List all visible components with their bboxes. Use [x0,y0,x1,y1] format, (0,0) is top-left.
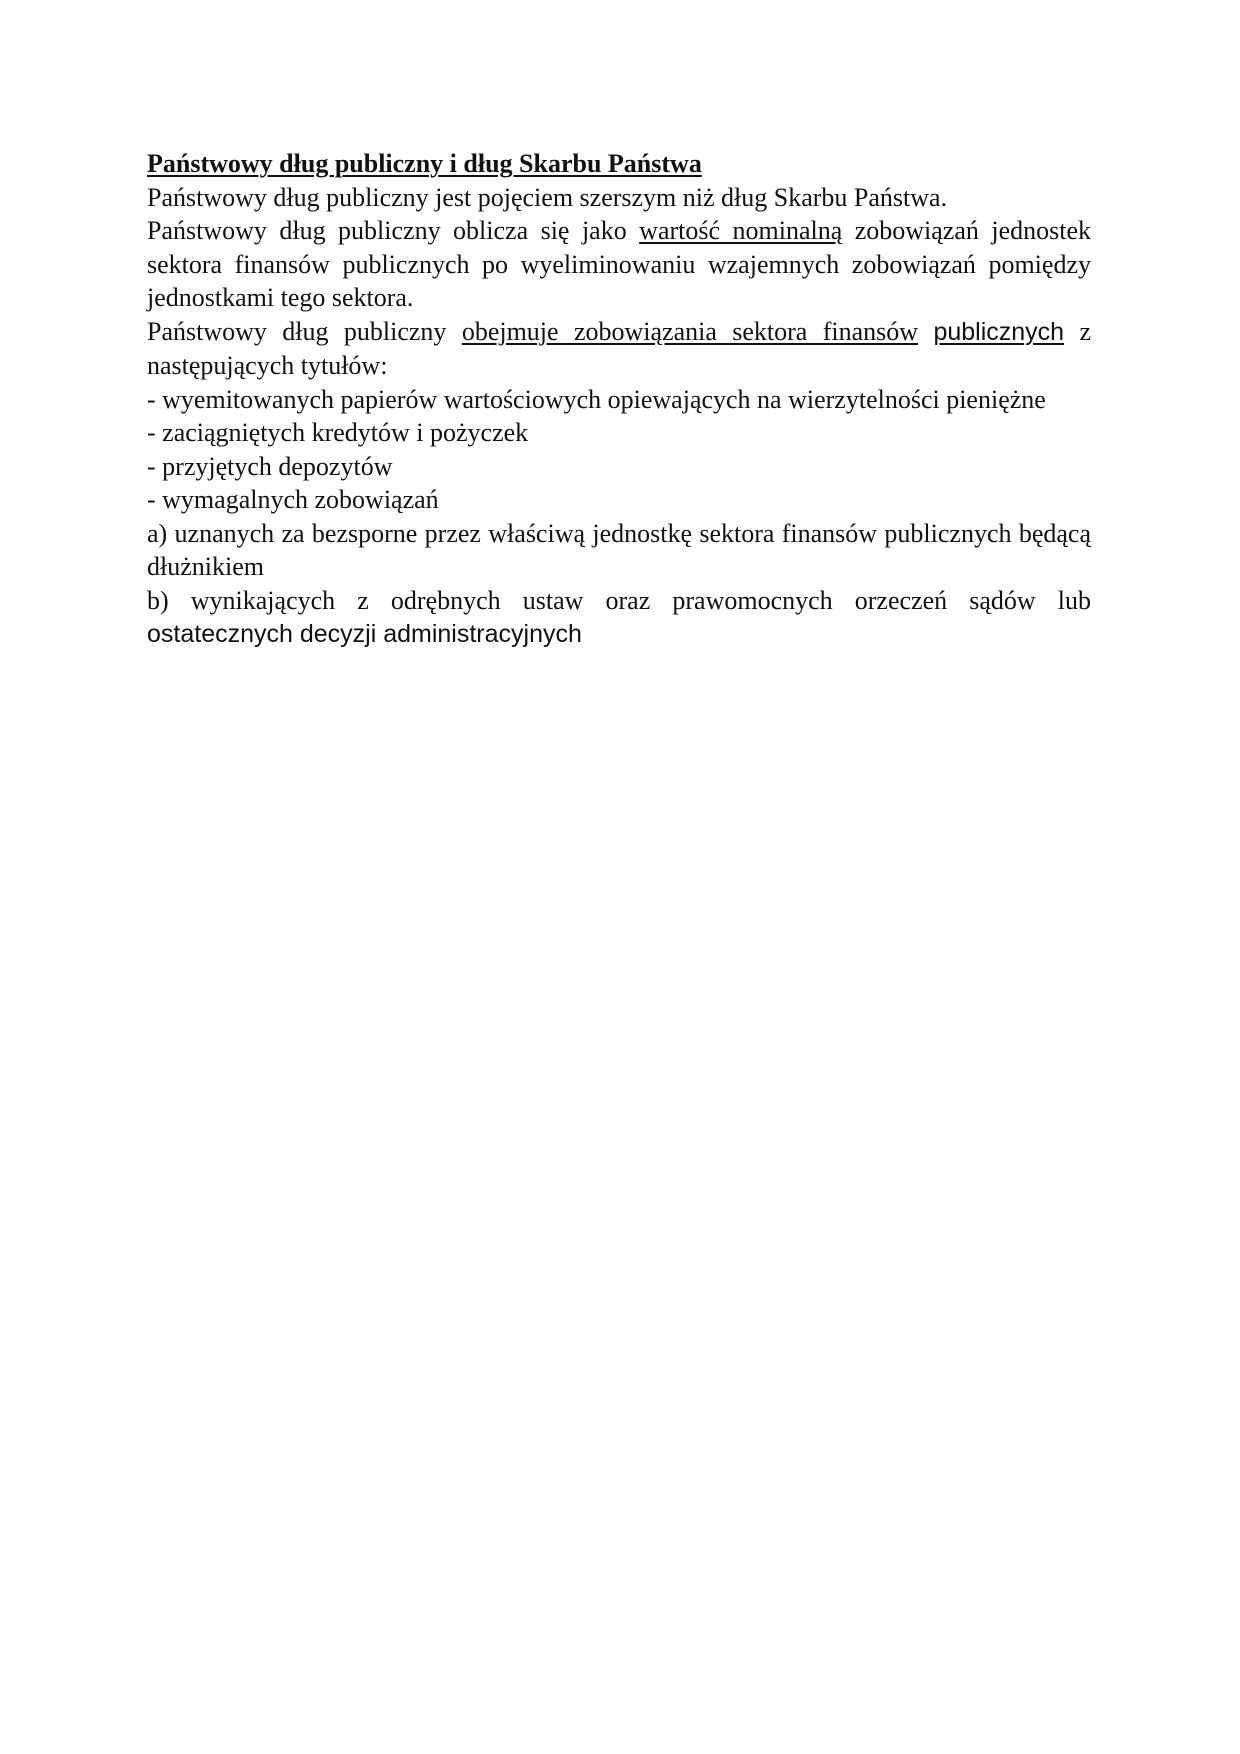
sub-item-a: a) uznanych za bezsporne przez właściwą jednostkę sektora finansów publicznych będącą dłużnikiem [147,518,1091,581]
document-title: Państwowy dług publiczny i dług Skarbu Państwa [147,149,702,178]
text-run: Państwowy dług publiczny [147,316,462,346]
underlined-term-nominal-value: wartość nominalną [639,216,843,245]
sub-item-b [147,584,1091,652]
list-item: - przyjętych depozytów [147,451,393,481]
text-run-sans: ostatecznych decyzji administracyjnych [147,620,582,648]
list-item: - wymagalnych zobowiązań [147,485,439,514]
paragraph-definition: Państwowy dług publiczny jest pojęciem szerszym niż dług Skarbu Państwa. [147,182,948,212]
text-run: Państwowy dług publiczny oblicza się jako [147,216,640,245]
paragraph-scope [147,315,1091,383]
underlined-term-obligations: obejmuje zobowiązania sektora finansów [461,316,919,346]
text-run: z następujących tytułów: [147,316,1092,380]
list-item: - wyemitowanych papierów wartościowych opiewających na wierzytelności pieniężne [147,384,1046,414]
document-body [147,147,1091,652]
text-run: zobowiązań jednostek sektora finansów publicznych po wyeliminowaniu wzajemnych zobowiązań pomiędzy jednostkami tego sektora. [147,216,1091,312]
paragraph-calculation [147,214,1091,315]
underlined-term-public: publicznych [933,317,1065,346]
text-run: b) wynikających z odrębnych ustaw oraz prawomocnych orzeczeń sądów lub [147,585,1091,615]
list-item: - zaciągniętych kredytów i pożyczek [147,418,529,447]
